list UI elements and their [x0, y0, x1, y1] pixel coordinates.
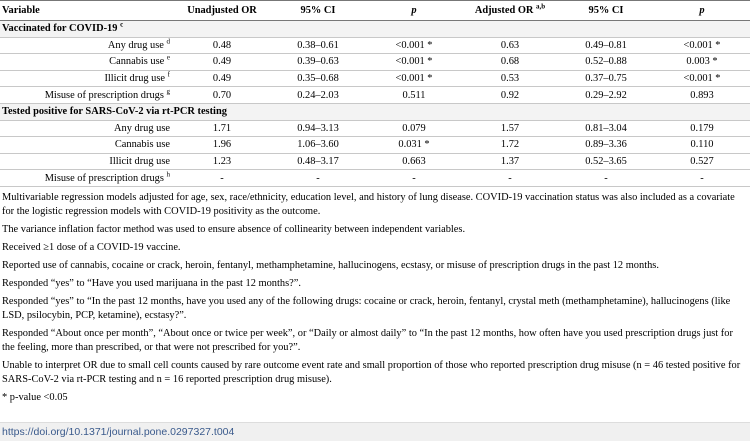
row-label: Cannabis use $^e$ [0, 54, 174, 71]
cell-ci-1: 0.24–2.03 [270, 87, 366, 104]
cell-p-1: - [366, 170, 462, 187]
cell-adjusted-or: 1.72 [462, 137, 558, 154]
cell-ci-1: 0.48–3.17 [270, 153, 366, 170]
table-row [0, 37, 750, 54]
results-table [0, 0, 750, 187]
cell-ci-2: 0.29–2.92 [558, 87, 654, 104]
row-label: Illicit drug use $^f$ [0, 70, 174, 87]
header-unadjusted-or: Unadjusted OR [174, 1, 270, 21]
cell-p-2: 0.110 [654, 137, 750, 154]
cell-ci-1: 0.38–0.61 [270, 37, 366, 54]
cell-ci-2: - [558, 170, 654, 187]
footnote: The variance inflation factor method was used to ensure absence of collinearity between independent variables. [2, 223, 466, 235]
cell-ci-2: 0.52–3.65 [558, 153, 654, 170]
header-adjusted-or: Adjusted OR $^{a,b}$ [462, 1, 558, 21]
table-row [0, 54, 750, 71]
cell-p-1: 0.079 [366, 120, 462, 137]
cell-ci-2: 0.52–0.88 [558, 54, 654, 71]
cell-p-1: <0.001 * [366, 54, 462, 71]
row-label: Misuse of prescription drugs $^g$ [0, 87, 174, 104]
section-header-tested-positive: Tested positive for SARS-CoV-2 via rt-PCR testing [0, 103, 750, 120]
row-label: Any drug use [0, 120, 174, 137]
cell-ci-1: 0.39–0.63 [270, 54, 366, 71]
cell-unadjusted-or: - [174, 170, 270, 187]
table-row [0, 153, 750, 170]
footnote: Multivariable regression models adjusted for age, sex, race/ethnicity, education level, and history of lung disease. COVID-19 vaccination status was also included as a covariate for the logistic regression models with COVID-19 positivity as the outcome. [2, 191, 735, 217]
footnote: Reported use of cannabis, cocaine or crack, heroin, fentanyl, methamphetamine, hallucinogens, ecstasy, or misuse of prescription drugs in the past 12 months. [2, 259, 659, 271]
footnote: Unable to interpret OR due to small cell counts caused by rare outcome event rate and small proportion of those who reported prescription drug misuse (n = 46 tested positive for SARS-CoV-2 via rt-PCR testing and n = 16 reported prescription drug misuse). [2, 359, 741, 385]
header-p-1: p [366, 1, 462, 21]
cell-p-2: 0.003 * [654, 54, 750, 71]
cell-p-2: 0.527 [654, 153, 750, 170]
header-ci-2: 95% CI [558, 1, 654, 21]
cell-unadjusted-or: 0.49 [174, 70, 270, 87]
table-footnotes [0, 187, 750, 405]
footnote: Responded “About once per month”, “About once or twice per week”, or “Daily or almost daily” to “In the past 12 months, how often have you used prescription drugs just for the feeling, more than prescribed, or that were not prescribed for you?”. [2, 327, 733, 353]
header-ci-1: 95% CI [270, 1, 366, 21]
cell-ci-2: 0.37–0.75 [558, 70, 654, 87]
cell-p-2: 0.179 [654, 120, 750, 137]
cell-adjusted-or: 0.92 [462, 87, 558, 104]
table-row [0, 137, 750, 154]
cell-p-2: - [654, 170, 750, 187]
cell-adjusted-or: 0.68 [462, 54, 558, 71]
header-p-2: p [654, 1, 750, 21]
row-label: Misuse of prescription drugs $^h$ [0, 170, 174, 187]
footnote: Responded “yes” to “In the past 12 months, have you used any of the following drugs: cocaine or crack, heroin, fentanyl, crystal meth (methamphetamine), hallucinogens (like LSD, psilocybin, PCP, ketamine), ecstasy?”. [2, 295, 731, 321]
cell-ci-2: 0.89–3.36 [558, 137, 654, 154]
cell-unadjusted-or: 1.71 [174, 120, 270, 137]
cell-ci-2: 0.49–0.81 [558, 37, 654, 54]
cell-p-1: <0.001 * [366, 37, 462, 54]
cell-adjusted-or: 1.37 [462, 153, 558, 170]
table-row [0, 87, 750, 104]
cell-unadjusted-or: 1.23 [174, 153, 270, 170]
cell-unadjusted-or: 0.48 [174, 37, 270, 54]
cell-ci-1: 0.35–0.68 [270, 70, 366, 87]
cell-adjusted-or: - [462, 170, 558, 187]
table-row [0, 120, 750, 137]
section-header-vaccinated: Vaccinated for COVID-19 $^c$ [0, 21, 750, 38]
footnote: Received ≥1 dose of a COVID-19 vaccine. [2, 241, 181, 253]
table-row [0, 70, 750, 87]
cell-p-1: 0.663 [366, 153, 462, 170]
cell-ci-1: 0.94–3.13 [270, 120, 366, 137]
cell-ci-1: - [270, 170, 366, 187]
cell-p-2: 0.893 [654, 87, 750, 104]
cell-p-2: <0.001 * [654, 37, 750, 54]
header-row [0, 1, 750, 21]
cell-p-1: 0.511 [366, 87, 462, 104]
header-variable: Variable [0, 1, 174, 21]
cell-p-1: 0.031 * [366, 137, 462, 154]
cell-p-1: <0.001 * [366, 70, 462, 87]
cell-adjusted-or: 0.63 [462, 37, 558, 54]
cell-p-2: <0.001 * [654, 70, 750, 87]
footnote: Responded “yes” to “Have you used marijuana in the past 12 months?”. [2, 277, 301, 289]
cell-ci-2: 0.81–3.04 [558, 120, 654, 137]
cell-adjusted-or: 1.57 [462, 120, 558, 137]
cell-adjusted-or: 0.53 [462, 70, 558, 87]
footnote: * p-value <0.05 [2, 391, 68, 403]
cell-ci-1: 1.06–3.60 [270, 137, 366, 154]
cell-unadjusted-or: 0.49 [174, 54, 270, 71]
row-label: Any drug use $^d$ [0, 37, 174, 54]
cell-unadjusted-or: 0.70 [174, 87, 270, 104]
row-label: Cannabis use [0, 137, 174, 154]
row-label: Illicit drug use [0, 153, 174, 170]
cell-unadjusted-or: 1.96 [174, 137, 270, 154]
doi-link[interactable]: https://doi.org/10.1371/journal.pone.0297327.t004 [0, 422, 750, 441]
table-row [0, 170, 750, 187]
